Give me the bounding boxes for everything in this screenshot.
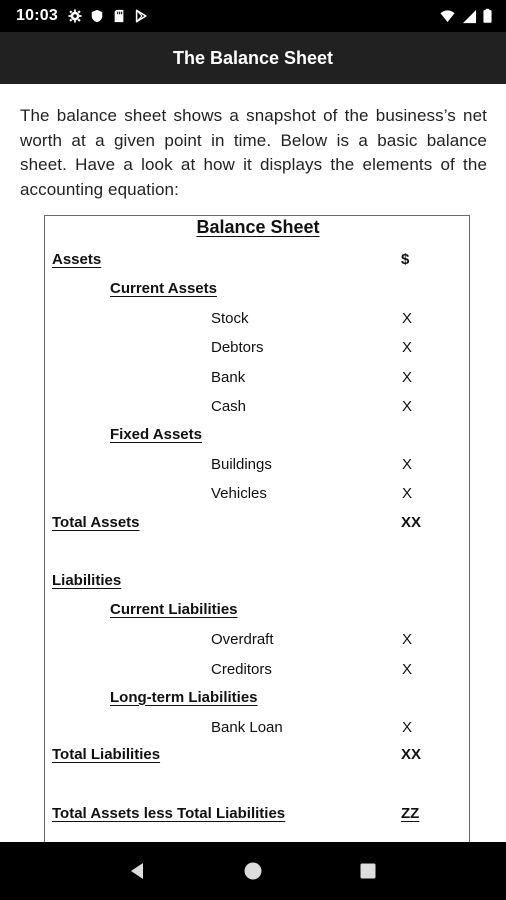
asset-item-label: Bank — [211, 368, 246, 386]
balance-sheet-title: Balance Sheet — [196, 217, 320, 237]
battery-icon — [483, 8, 492, 24]
status-right — [439, 8, 492, 24]
asset-item-label: Stock — [211, 309, 249, 327]
longterm-liabilities-heading: Long-term Liabilities — [110, 688, 258, 706]
back-icon — [128, 861, 148, 881]
liabilities-heading: Liabilities — [52, 571, 122, 589]
asset-item-value: X — [402, 455, 413, 473]
currency-symbol: $ — [401, 250, 410, 268]
net-worth-value: ZZ — [401, 804, 420, 822]
status-time: 10:03 — [16, 7, 58, 24]
assets-heading: Assets — [52, 250, 102, 268]
signal-icon — [462, 9, 477, 24]
home-icon — [243, 861, 263, 881]
intro-paragraph: The balance sheet shows a snapshot of the business’s net worth at a given point in time. Below is a basic balance sheet. Have a look at how it displays the elements of the accounting equation: — [20, 106, 487, 199]
recents-icon — [358, 861, 378, 881]
asset-item-value: X — [402, 368, 413, 386]
fixed-assets-heading: Fixed Assets — [110, 425, 202, 443]
asset-item-value: X — [402, 309, 413, 327]
asset-item-label: Buildings — [211, 455, 272, 473]
asset-item-label: Vehicles — [211, 484, 267, 502]
status-left — [16, 7, 148, 25]
page-title: The Balance Sheet — [172, 47, 334, 68]
shield-icon — [90, 9, 104, 23]
liability-item-value: X — [402, 718, 413, 736]
sd-card-icon — [112, 9, 126, 23]
asset-item-value: X — [402, 484, 413, 502]
back-button[interactable] — [126, 859, 150, 883]
gear-icon — [68, 9, 82, 23]
status-bar — [0, 0, 506, 32]
asset-item-label: Cash — [211, 397, 247, 415]
liability-item-label: Bank Loan — [211, 718, 283, 736]
notification-icons — [68, 9, 148, 23]
liability-item-value: X — [402, 660, 413, 678]
total-assets-label: Total Assets — [52, 513, 140, 531]
balance-sheet-table — [44, 215, 470, 842]
liability-item-value: X — [402, 630, 413, 648]
liability-item-label: Creditors — [211, 660, 272, 678]
asset-item-value: X — [402, 397, 413, 415]
play-store-icon — [134, 9, 148, 23]
total-liabilities-value: XX — [401, 745, 422, 763]
app-bar — [0, 32, 506, 84]
wifi-icon — [439, 9, 456, 24]
liability-item-label: Overdraft — [211, 630, 274, 648]
total-assets-value: XX — [401, 513, 422, 531]
net-worth-label: Total Assets less Total Liabilities — [52, 804, 286, 822]
navigation-bar — [0, 842, 506, 900]
asset-item-label: Debtors — [211, 338, 264, 356]
total-liabilities-label: Total Liabilities — [52, 745, 161, 763]
asset-item-value: X — [402, 338, 413, 356]
recents-button[interactable] — [356, 859, 380, 883]
current-assets-heading: Current Assets — [110, 279, 217, 297]
content-scroll-area[interactable] — [0, 84, 506, 842]
home-button[interactable] — [241, 859, 265, 883]
current-liabilities-heading: Current Liabilities — [110, 600, 238, 618]
